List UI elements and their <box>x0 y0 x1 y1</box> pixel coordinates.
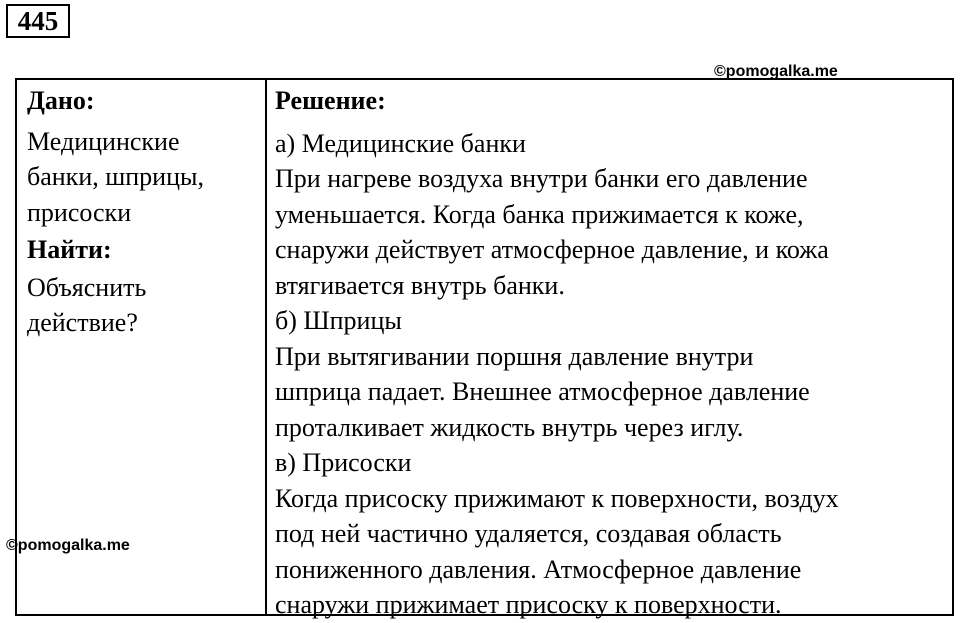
solution-line: б) Шприцы <box>275 306 402 335</box>
solution-line: снаружи действует атмосферное давление, и кожа <box>275 235 829 264</box>
solution-line: снаружи прижимает присоску к поверхности. <box>275 590 782 619</box>
given-column <box>27 80 257 341</box>
solution-line: под ней частично удаляется, создавая область <box>275 519 782 548</box>
solution-table <box>15 78 954 619</box>
solution-line: втягивается внутрь банки. <box>275 270 565 300</box>
watermark-top: ©pomogalka.me <box>714 63 838 80</box>
solution-heading: Решение: <box>275 86 386 115</box>
given-text <box>27 124 257 231</box>
solution-line: а) Медицинские банки <box>275 128 526 158</box>
solution-line: Когда присоску прижимают к поверхности, воздух <box>275 483 839 513</box>
given-line: Медицинские <box>27 126 180 156</box>
solution-line: шприца падает. Внешнее атмосферное давление <box>275 377 810 406</box>
problem-number: 445 <box>6 4 70 38</box>
solution-line: При вытягивании поршня давление внутри <box>275 341 754 371</box>
solution-text <box>275 126 955 623</box>
solution-line: уменьшается. Когда банка прижимается к коже, <box>275 199 804 229</box>
watermark-left: ©pomogalka.me <box>6 537 130 554</box>
solution-line: проталкивает жидкость внутрь через иглу. <box>275 412 744 442</box>
find-line: действие? <box>27 308 138 337</box>
given-line: присоски <box>27 197 132 227</box>
solution-column <box>275 80 955 623</box>
find-line: Объяснить <box>27 272 147 302</box>
solution-line: пониженного давления. Атмосферное давление <box>275 554 802 584</box>
find-heading: Найти: <box>27 235 112 264</box>
find-text <box>27 270 257 341</box>
given-line: банки, шприцы, <box>27 162 204 191</box>
solution-line: При нагреве воздуха внутри банки его давление <box>275 164 808 193</box>
solution-line: в) Присоски <box>275 448 412 477</box>
given-heading: Дано: <box>27 86 95 115</box>
column-divider <box>265 80 267 614</box>
